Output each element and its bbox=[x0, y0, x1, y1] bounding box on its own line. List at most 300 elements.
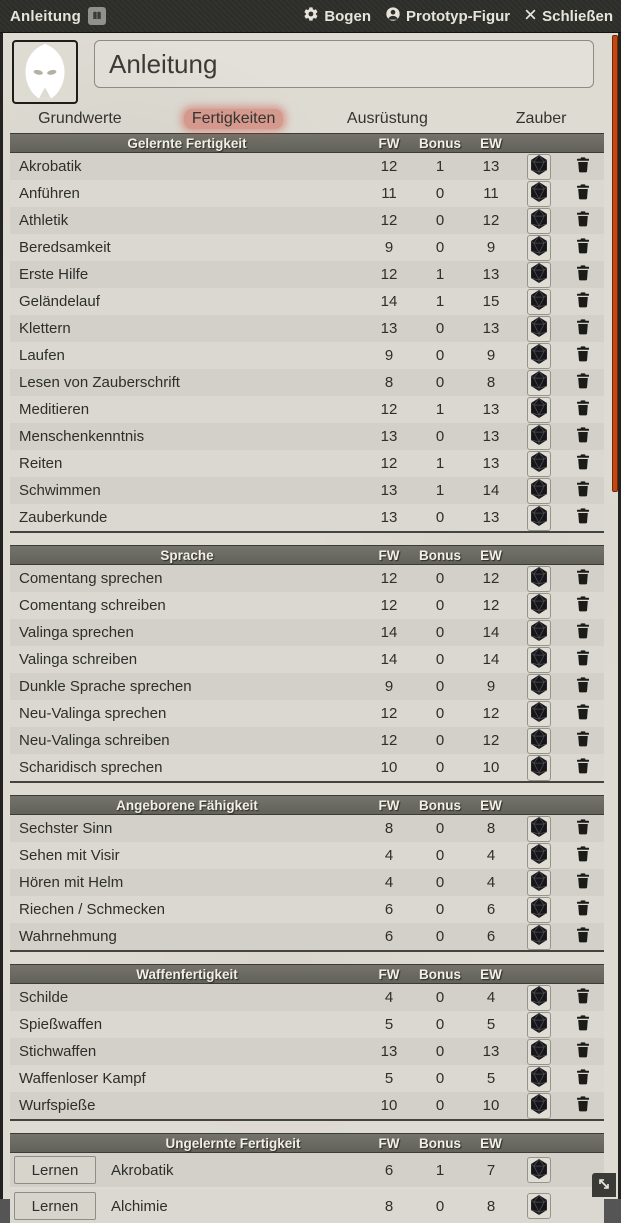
table-rows bbox=[10, 815, 604, 952]
skill-ew-value: 14 bbox=[482, 624, 500, 641]
skill-fw-value: 5 bbox=[384, 1070, 394, 1087]
skill-ew-value: 9 bbox=[486, 239, 496, 256]
table-row bbox=[10, 565, 604, 592]
table-row bbox=[10, 477, 604, 504]
dice-roll-button[interactable] bbox=[527, 593, 551, 619]
skill-name: Reiten bbox=[19, 455, 63, 472]
dice-roll-button[interactable] bbox=[527, 289, 551, 315]
dice-roll-button[interactable] bbox=[527, 816, 551, 842]
dice-roll-button[interactable] bbox=[527, 397, 551, 423]
table-rows bbox=[10, 153, 604, 533]
delete-button[interactable] bbox=[572, 872, 594, 894]
trash-icon bbox=[576, 508, 590, 527]
d20-die-icon bbox=[529, 620, 549, 645]
delete-button[interactable] bbox=[572, 480, 594, 502]
column-header-ew: EW bbox=[480, 1135, 502, 1151]
skill-ew-value: 10 bbox=[482, 759, 500, 776]
table-row bbox=[10, 1189, 604, 1223]
skill-name: Comentang sprechen bbox=[19, 570, 163, 587]
table-row bbox=[10, 754, 604, 781]
skill-bonus-value: 0 bbox=[435, 597, 445, 614]
skill-fw-value: 10 bbox=[380, 1097, 398, 1114]
skill-name: Alchimie bbox=[111, 1197, 168, 1215]
skill-bonus-value: 0 bbox=[435, 1197, 445, 1215]
skill-bonus-value: 0 bbox=[435, 874, 445, 891]
skill-fw-value: 12 bbox=[380, 705, 398, 722]
skill-name: Valinga sprechen bbox=[19, 624, 134, 641]
dice-roll-button[interactable] bbox=[527, 728, 551, 754]
skill-name: Sehen mit Visir bbox=[19, 847, 120, 864]
skill-bonus-value: 1 bbox=[435, 1161, 445, 1179]
table-row bbox=[10, 342, 604, 369]
skill-fw-value: 9 bbox=[384, 347, 394, 364]
table-row bbox=[10, 815, 604, 842]
delete-button[interactable] bbox=[572, 649, 594, 671]
skill-name: Athletik bbox=[19, 212, 69, 229]
column-header-bonus: Bonus bbox=[419, 1135, 461, 1151]
character-portrait[interactable] bbox=[12, 40, 78, 104]
d20-die-icon bbox=[529, 701, 549, 726]
skill-fw-value: 13 bbox=[380, 482, 398, 499]
d20-die-icon bbox=[529, 181, 549, 206]
skill-fw-value: 8 bbox=[384, 1197, 394, 1215]
skill-bonus-value: 1 bbox=[435, 293, 445, 310]
column-header-ew: EW bbox=[480, 797, 502, 813]
skill-fw-value: 4 bbox=[384, 874, 394, 891]
dice-roll-button[interactable] bbox=[527, 985, 551, 1011]
trash-icon bbox=[576, 427, 590, 446]
trash-icon bbox=[576, 319, 590, 338]
d20-die-icon bbox=[529, 728, 549, 753]
skill-ew-value: 15 bbox=[482, 293, 500, 310]
dice-roll-button[interactable] bbox=[527, 1039, 551, 1065]
delete-button[interactable] bbox=[572, 845, 594, 867]
skill-ew-value: 14 bbox=[482, 482, 500, 499]
table-row bbox=[10, 450, 604, 477]
book-icon bbox=[88, 7, 106, 25]
dice-roll-button[interactable] bbox=[527, 451, 551, 477]
skill-bonus-value: 0 bbox=[435, 651, 445, 668]
hooded-figure-icon bbox=[15, 88, 75, 103]
delete-button[interactable] bbox=[572, 1095, 594, 1117]
table-row bbox=[10, 1011, 604, 1038]
table-row bbox=[10, 1065, 604, 1092]
skill-name: Meditieren bbox=[19, 401, 90, 418]
dice-roll-button[interactable] bbox=[527, 620, 551, 646]
trash-icon bbox=[576, 1069, 590, 1088]
trash-icon bbox=[576, 758, 590, 777]
skill-bonus-value: 0 bbox=[435, 570, 445, 587]
character-header bbox=[3, 33, 618, 104]
delete-button[interactable] bbox=[572, 264, 594, 286]
skill-bonus-value: 0 bbox=[435, 901, 445, 918]
delete-button[interactable] bbox=[572, 757, 594, 779]
table-rows bbox=[10, 984, 604, 1121]
skill-ew-value: 12 bbox=[482, 212, 500, 229]
dice-roll-button[interactable] bbox=[527, 566, 551, 592]
dice-roll-button[interactable] bbox=[527, 343, 551, 369]
delete-button[interactable] bbox=[572, 818, 594, 840]
dice-roll-button[interactable] bbox=[527, 924, 551, 950]
person-circle-icon bbox=[385, 6, 401, 26]
skill-name: Wahrnehmung bbox=[19, 928, 117, 945]
skill-name: Wurfspieße bbox=[19, 1097, 96, 1114]
skill-ew-value: 6 bbox=[486, 928, 496, 945]
table-header bbox=[10, 1133, 604, 1153]
skill-bonus-value: 0 bbox=[435, 212, 445, 229]
table-rows bbox=[10, 1153, 604, 1223]
skill-name: Klettern bbox=[19, 320, 71, 337]
skill-bonus-value: 0 bbox=[435, 347, 445, 364]
table-row bbox=[10, 896, 604, 923]
skill-bonus-value: 0 bbox=[435, 1016, 445, 1033]
skill-ew-value: 13 bbox=[482, 401, 500, 418]
learn-button[interactable]: Lernen bbox=[14, 1156, 96, 1184]
skill-name: Laufen bbox=[19, 347, 65, 364]
delete-button[interactable] bbox=[572, 730, 594, 752]
table-header bbox=[10, 133, 604, 153]
trash-icon bbox=[576, 373, 590, 392]
dice-roll-button[interactable] bbox=[527, 755, 551, 781]
skill-name: Neu-Valinga schreiben bbox=[19, 732, 170, 749]
table-row bbox=[10, 700, 604, 727]
skill-bonus-value: 0 bbox=[435, 509, 445, 526]
table-rows bbox=[10, 565, 604, 783]
skill-fw-value: 8 bbox=[384, 820, 394, 837]
skill-fw-value: 13 bbox=[380, 509, 398, 526]
dice-roll-button[interactable] bbox=[527, 674, 551, 700]
skill-fw-value: 12 bbox=[380, 732, 398, 749]
skill-name: Dunkle Sprache sprechen bbox=[19, 678, 192, 695]
skill-ew-value: 12 bbox=[482, 597, 500, 614]
skill-ew-value: 13 bbox=[482, 320, 500, 337]
delete-button[interactable] bbox=[572, 987, 594, 1009]
trash-icon bbox=[576, 481, 590, 500]
skill-fw-value: 14 bbox=[380, 651, 398, 668]
delete-button[interactable] bbox=[572, 156, 594, 178]
close-x-icon bbox=[524, 8, 537, 25]
skill-table bbox=[10, 1133, 604, 1223]
table-title: Waffenfertigkeit bbox=[136, 966, 238, 982]
dice-roll-button[interactable] bbox=[527, 647, 551, 673]
trash-icon bbox=[576, 927, 590, 946]
close-button[interactable] bbox=[524, 8, 613, 25]
skill-fw-value: 6 bbox=[384, 928, 394, 945]
column-header-fw: FW bbox=[378, 797, 400, 813]
skill-ew-value: 9 bbox=[486, 347, 496, 364]
skill-bonus-value: 0 bbox=[435, 1097, 445, 1114]
skill-bonus-value: 0 bbox=[435, 705, 445, 722]
d20-die-icon bbox=[529, 1093, 549, 1118]
d20-die-icon bbox=[529, 1066, 549, 1091]
table-row bbox=[10, 646, 604, 673]
menu-item-label: Bogen bbox=[324, 7, 371, 25]
skill-table bbox=[10, 964, 604, 1121]
delete-button[interactable] bbox=[572, 291, 594, 313]
tab-bar bbox=[3, 104, 618, 133]
tab-ausruestung[interactable]: Ausrüstung bbox=[311, 107, 465, 131]
skill-bonus-value: 0 bbox=[435, 428, 445, 445]
dice-roll-button[interactable] bbox=[527, 424, 551, 450]
dice-roll-button[interactable] bbox=[527, 1066, 551, 1092]
dice-roll-button[interactable] bbox=[527, 1157, 551, 1183]
delete-button[interactable] bbox=[572, 372, 594, 394]
delete-button[interactable] bbox=[572, 453, 594, 475]
dice-roll-button[interactable] bbox=[527, 870, 551, 896]
d20-die-icon bbox=[529, 1194, 549, 1219]
d20-die-icon bbox=[529, 262, 549, 287]
trash-icon bbox=[576, 650, 590, 669]
skill-ew-value: 8 bbox=[486, 1197, 496, 1215]
skill-bonus-value: 0 bbox=[435, 1070, 445, 1087]
column-header-fw: FW bbox=[378, 1135, 400, 1151]
gear-icon bbox=[303, 6, 319, 26]
skill-name: Schwimmen bbox=[19, 482, 101, 499]
skill-name: Akrobatik bbox=[111, 1161, 174, 1179]
skill-fw-value: 12 bbox=[380, 455, 398, 472]
skill-fw-value: 12 bbox=[380, 266, 398, 283]
d20-die-icon bbox=[529, 1039, 549, 1064]
delete-button[interactable] bbox=[572, 926, 594, 948]
skill-bonus-value: 0 bbox=[435, 732, 445, 749]
skill-bonus-value: 0 bbox=[435, 374, 445, 391]
skill-fw-value: 6 bbox=[384, 901, 394, 918]
delete-button[interactable] bbox=[572, 703, 594, 725]
dice-roll-button[interactable] bbox=[527, 154, 551, 180]
skill-fw-value: 12 bbox=[380, 597, 398, 614]
delete-button[interactable] bbox=[572, 210, 594, 232]
column-header-bonus: Bonus bbox=[419, 135, 461, 151]
column-header-bonus: Bonus bbox=[419, 966, 461, 982]
skill-table bbox=[10, 133, 604, 533]
trash-icon bbox=[576, 846, 590, 865]
skill-bonus-value: 0 bbox=[435, 820, 445, 837]
skill-ew-value: 5 bbox=[486, 1070, 496, 1087]
trash-icon bbox=[576, 623, 590, 642]
skill-fw-value: 13 bbox=[380, 320, 398, 337]
skill-bonus-value: 0 bbox=[435, 239, 445, 256]
skill-ew-value: 13 bbox=[482, 1043, 500, 1060]
tab-fertigkeiten[interactable]: Fertigkeiten bbox=[157, 107, 311, 131]
table-header bbox=[10, 795, 604, 815]
table-title: Angeborene Fähigkeit bbox=[116, 797, 258, 813]
dice-roll-button[interactable] bbox=[527, 208, 551, 234]
vertical-scrollbar-thumb[interactable] bbox=[612, 35, 618, 492]
dice-roll-button[interactable] bbox=[527, 505, 551, 531]
delete-button[interactable] bbox=[572, 1068, 594, 1090]
trash-icon bbox=[576, 400, 590, 419]
table-row bbox=[10, 1153, 604, 1187]
skill-fw-value: 4 bbox=[384, 989, 394, 1006]
trash-icon bbox=[576, 900, 590, 919]
skill-name: Anführen bbox=[19, 185, 80, 202]
skill-ew-value: 14 bbox=[482, 651, 500, 668]
skill-name: Stichwaffen bbox=[19, 1043, 97, 1060]
skill-ew-value: 13 bbox=[482, 266, 500, 283]
skill-bonus-value: 0 bbox=[435, 624, 445, 641]
delete-button[interactable] bbox=[572, 595, 594, 617]
trash-icon bbox=[576, 211, 590, 230]
character-name-input[interactable] bbox=[94, 40, 594, 88]
delete-button[interactable] bbox=[572, 318, 594, 340]
skill-fw-value: 14 bbox=[380, 293, 398, 310]
delete-button[interactable] bbox=[572, 1014, 594, 1036]
table-row bbox=[10, 673, 604, 700]
trash-icon bbox=[576, 157, 590, 176]
resize-handle[interactable] bbox=[592, 1173, 616, 1197]
d20-die-icon bbox=[529, 208, 549, 233]
trash-icon bbox=[576, 265, 590, 284]
trash-icon bbox=[576, 346, 590, 365]
skill-bonus-value: 1 bbox=[435, 455, 445, 472]
delete-button[interactable] bbox=[572, 676, 594, 698]
table-title: Ungelernte Fertigkeit bbox=[165, 1135, 301, 1151]
delete-button[interactable] bbox=[572, 399, 594, 421]
trash-icon bbox=[576, 704, 590, 723]
d20-die-icon bbox=[529, 870, 549, 895]
skill-bonus-value: 1 bbox=[435, 401, 445, 418]
skill-bonus-value: 0 bbox=[435, 185, 445, 202]
skill-ew-value: 8 bbox=[486, 820, 496, 837]
tab-grundwerte[interactable]: Grundwerte bbox=[3, 107, 157, 131]
column-header-fw: FW bbox=[378, 547, 400, 563]
skill-bonus-value: 1 bbox=[435, 158, 445, 175]
skill-name: Erste Hilfe bbox=[19, 266, 89, 283]
skill-ew-value: 9 bbox=[486, 678, 496, 695]
skill-bonus-value: 1 bbox=[435, 266, 445, 283]
dice-roll-button[interactable] bbox=[527, 262, 551, 288]
trash-icon bbox=[576, 292, 590, 311]
skill-name: Sechster Sinn bbox=[19, 820, 113, 837]
skill-ew-value: 4 bbox=[486, 989, 496, 1006]
skill-ew-value: 5 bbox=[486, 1016, 496, 1033]
skill-name: Hören mit Helm bbox=[19, 874, 124, 891]
menu-item-label: Schließen bbox=[542, 7, 613, 25]
dice-roll-button[interactable] bbox=[527, 843, 551, 869]
skill-ew-value: 12 bbox=[482, 705, 500, 722]
skill-fw-value: 4 bbox=[384, 847, 394, 864]
trash-icon bbox=[576, 238, 590, 257]
table-row bbox=[10, 1038, 604, 1065]
dice-roll-button[interactable] bbox=[527, 316, 551, 342]
table-row bbox=[10, 288, 604, 315]
character-select-button[interactable] bbox=[385, 6, 510, 26]
skill-bonus-value: 0 bbox=[435, 678, 445, 695]
sheet-settings-button[interactable] bbox=[303, 6, 371, 26]
delete-button[interactable] bbox=[572, 568, 594, 590]
dice-roll-button[interactable] bbox=[527, 701, 551, 727]
d20-die-icon bbox=[529, 1158, 549, 1183]
skill-fw-value: 11 bbox=[381, 185, 397, 202]
skill-name: Spießwaffen bbox=[19, 1016, 103, 1033]
d20-die-icon bbox=[529, 343, 549, 368]
skill-bonus-value: 0 bbox=[435, 928, 445, 945]
trash-icon bbox=[576, 1015, 590, 1034]
skill-bonus-value: 0 bbox=[435, 989, 445, 1006]
skill-ew-value: 11 bbox=[483, 185, 499, 202]
d20-die-icon bbox=[529, 647, 549, 672]
trash-icon bbox=[576, 184, 590, 203]
column-header-ew: EW bbox=[480, 547, 502, 563]
d20-die-icon bbox=[529, 593, 549, 618]
title-bar bbox=[0, 0, 621, 33]
dice-roll-button[interactable] bbox=[527, 181, 551, 207]
window-title: Anleitung bbox=[10, 7, 81, 25]
d20-die-icon bbox=[529, 478, 549, 503]
trash-icon bbox=[576, 677, 590, 696]
column-header-bonus: Bonus bbox=[419, 797, 461, 813]
column-header-ew: EW bbox=[480, 966, 502, 982]
table-title: Gelernte Fertigkeit bbox=[127, 135, 247, 151]
skill-name: Waffenloser Kampf bbox=[19, 1070, 146, 1087]
dice-roll-button[interactable] bbox=[527, 235, 551, 261]
table-header bbox=[10, 545, 604, 565]
table-row bbox=[10, 1092, 604, 1119]
dice-roll-button[interactable] bbox=[527, 897, 551, 923]
delete-button[interactable] bbox=[572, 237, 594, 259]
learn-button[interactable]: Lernen bbox=[14, 1192, 96, 1220]
delete-button[interactable] bbox=[572, 426, 594, 448]
trash-icon bbox=[576, 731, 590, 750]
trash-icon bbox=[576, 569, 590, 588]
skill-bonus-value: 0 bbox=[435, 847, 445, 864]
delete-button[interactable] bbox=[572, 507, 594, 529]
skill-ew-value: 8 bbox=[486, 374, 496, 391]
skill-ew-value: 13 bbox=[482, 158, 500, 175]
d20-die-icon bbox=[529, 451, 549, 476]
skill-fw-value: 8 bbox=[384, 374, 394, 391]
table-header bbox=[10, 964, 604, 984]
dice-roll-button[interactable] bbox=[527, 478, 551, 504]
skill-name: Riechen / Schmecken bbox=[19, 901, 165, 918]
skill-fw-value: 12 bbox=[380, 570, 398, 587]
table-row bbox=[10, 369, 604, 396]
dice-roll-button[interactable] bbox=[527, 1093, 551, 1119]
diagonal-resize-icon bbox=[596, 1176, 612, 1195]
skill-name: Neu-Valinga sprechen bbox=[19, 705, 167, 722]
dice-roll-button[interactable] bbox=[527, 1012, 551, 1038]
skill-ew-value: 13 bbox=[482, 455, 500, 472]
skill-fw-value: 12 bbox=[380, 158, 398, 175]
skill-ew-value: 7 bbox=[486, 1161, 496, 1179]
dice-roll-button[interactable] bbox=[527, 1193, 551, 1219]
delete-button[interactable] bbox=[572, 1041, 594, 1063]
table-row bbox=[10, 207, 604, 234]
dice-roll-button[interactable] bbox=[527, 370, 551, 396]
skill-fw-value: 12 bbox=[380, 401, 398, 418]
d20-die-icon bbox=[529, 1012, 549, 1037]
d20-die-icon bbox=[529, 816, 549, 841]
skill-name: Comentang schreiben bbox=[19, 597, 166, 614]
column-header-ew: EW bbox=[480, 135, 502, 151]
table-row bbox=[10, 923, 604, 950]
skill-ew-value: 6 bbox=[486, 901, 496, 918]
column-header-fw: FW bbox=[378, 966, 400, 982]
trash-icon bbox=[576, 988, 590, 1007]
d20-die-icon bbox=[529, 985, 549, 1010]
skill-table bbox=[10, 795, 604, 952]
delete-button[interactable] bbox=[572, 899, 594, 921]
delete-button[interactable] bbox=[572, 622, 594, 644]
d20-die-icon bbox=[529, 674, 549, 699]
skill-fw-value: 6 bbox=[384, 1161, 394, 1179]
d20-die-icon bbox=[529, 235, 549, 260]
d20-die-icon bbox=[529, 566, 549, 591]
tab-zauber[interactable]: Zauber bbox=[464, 107, 618, 131]
skill-bonus-value: 0 bbox=[435, 1043, 445, 1060]
delete-button[interactable] bbox=[572, 183, 594, 205]
delete-button[interactable] bbox=[572, 345, 594, 367]
